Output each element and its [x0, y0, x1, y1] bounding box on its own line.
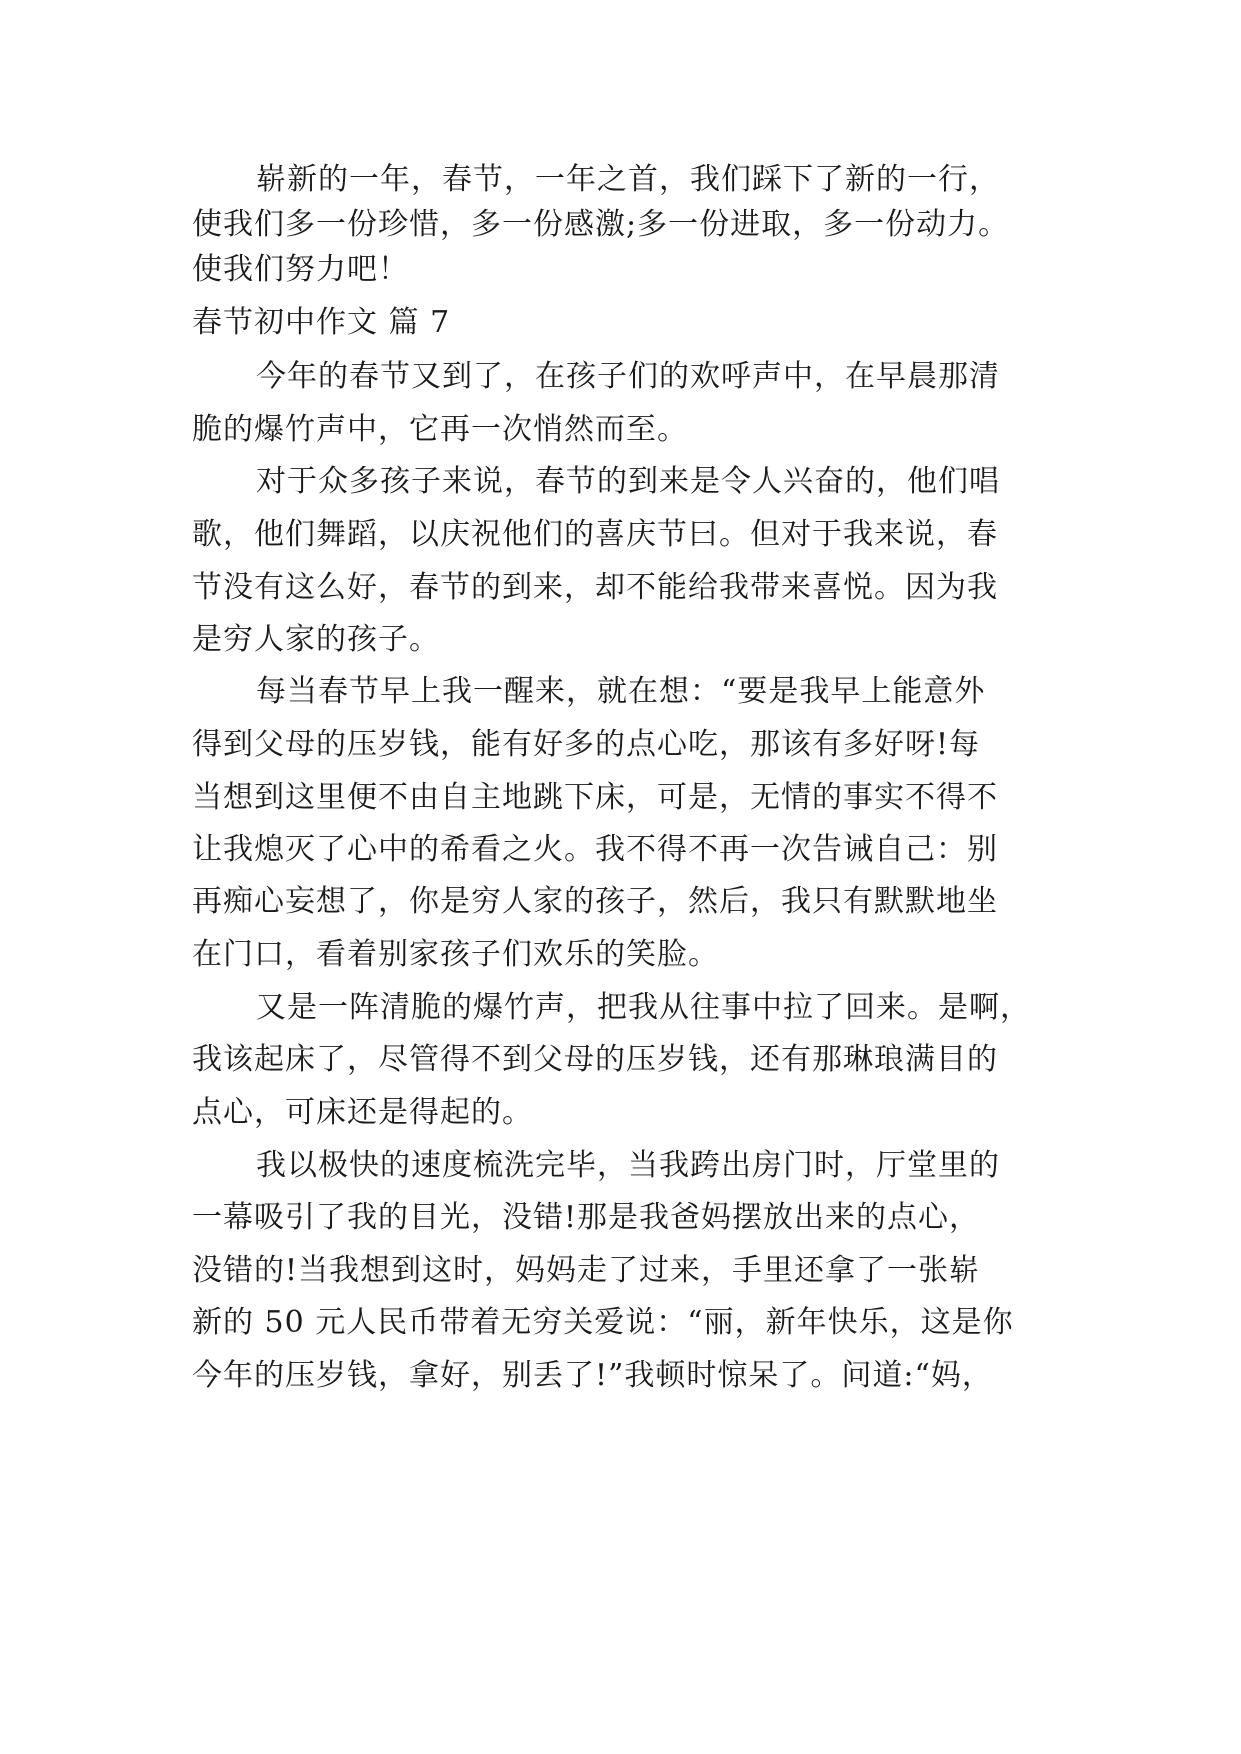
text-line: 今年的春节又到了，在孩子们的欢呼声中，在早晨那清 — [256, 359, 1000, 394]
text-line: 当想到这里便不由自主地跳下床，可是，无情的事实不得不 — [192, 780, 998, 815]
text-line: 对于众多孩子来说，春节的到来是令人兴奋的，他们唱 — [256, 464, 1000, 499]
text-line: 节没有这么好，春节的到来，却不能给我带来喜悦。因为我 — [192, 570, 998, 605]
section-heading: 春节初中作文 篇 7 — [192, 305, 451, 340]
text-line: 我以极快的速度梳洗完毕，当我跨出房门时，厅堂里的 — [256, 1148, 1000, 1183]
text-line: 再痴心妄想了，你是穷人家的孩子，然后，我只有默默地坐 — [192, 884, 998, 919]
text-line: 在门口，看着别家孩子们欢乐的笑脸。 — [192, 937, 719, 972]
text-line: 新的 50 元人民币带着无穷关爱说：“丽，新年快乐，这是你 — [192, 1305, 1014, 1340]
text-line: 今年的压岁钱，拿好，别丢了!”我顿时惊呆了。问道:“妈， — [192, 1358, 993, 1393]
text-line: 我该起床了，尽管得不到父母的压岁钱，还有那琳琅满目的 — [192, 1042, 998, 1077]
text-line: 没错的!当我想到这时，妈妈走了过来，手里还拿了一张崭 — [192, 1253, 981, 1288]
text-line: 一幕吸引了我的目光，没错!那是我爸妈摆放出来的点心， — [192, 1200, 981, 1235]
text-line: 使我们努力吧！ — [192, 252, 409, 287]
text-line: 又是一阵清脆的爆竹声，把我从往事中拉了回来。是啊， — [256, 990, 1031, 1025]
text-line: 崭新的一年，春节，一年之首，我们踩下了新的一行， — [256, 162, 1000, 197]
text-line: 脆的爆竹声中，它再一次悄然而至。 — [192, 412, 688, 447]
text-line: 得到父母的压岁钱，能有好多的点心吃，那该有多好呀!每 — [192, 727, 981, 762]
text-line: 是穷人家的孩子。 — [192, 622, 440, 657]
text-line: 歌，他们舞蹈，以庆祝他们的喜庆节曰。但对于我来说，春 — [192, 517, 998, 552]
text-line: 使我们多一份珍惜，多一份感激;多一份进取，多一份动力。 — [192, 207, 1010, 242]
text-line: 让我熄灭了心中的希看之火。我不得不再一次告诫自己：别 — [192, 832, 998, 867]
text-line: 点心，可床还是得起的。 — [192, 1095, 533, 1130]
text-line: 每当春节早上我一醒来，就在想：“要是我早上能意外 — [256, 674, 986, 709]
